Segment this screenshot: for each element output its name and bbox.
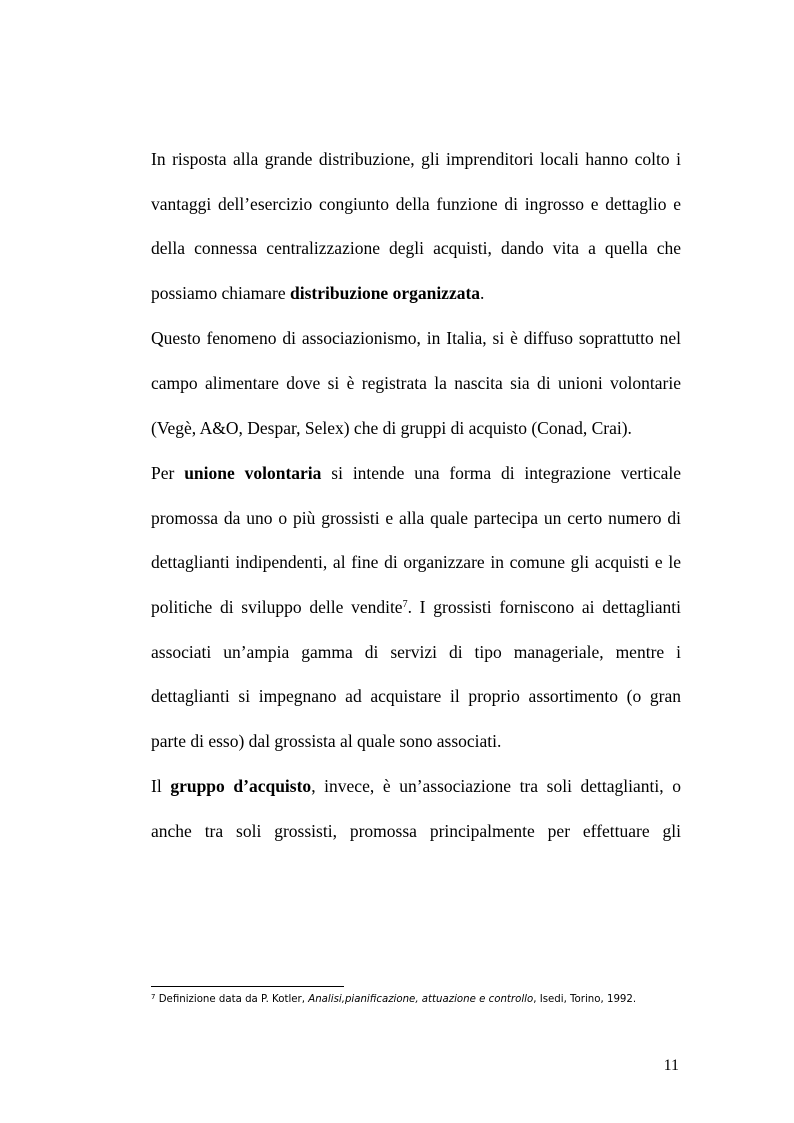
paragraph-unione-volontaria [151, 451, 681, 763]
paragraph-text: In risposta alla grande distribuzione, gli imprenditori locali hanno colto i vantaggi dell’esercizio congiunto della funzione di ingrosso e dettaglio e della connessa centralizzazione degli acquisti, dando vita a quella che possiamo chiamare [151, 149, 681, 303]
footnote-book-title: Analisi,pianificazione, attuazione e controllo [308, 994, 534, 1005]
footnote [151, 993, 711, 1007]
page-number: 11 [663, 1057, 679, 1074]
paragraph-text: , invece, è un’associazione tra soli dettaglianti, o anche tra soli grossisti, promossa principalmente per effettuare gli [151, 776, 681, 841]
paragraph-text: si intende una forma di integrazione verticale promossa da uno o più grossisti e alla quale partecipa un certo numero di dettaglianti indipendenti, al fine di organizzare in comune gli acquisti e le politiche di sviluppo delle vendite [151, 463, 682, 617]
paragraph-text: Questo fenomeno di associazionismo, in Italia, si è diffuso soprattutto nel campo alimentare dove si è registrata la nascita sia di unioni volontarie (Vegè, A&O, Despar, Selex) che di gruppi di acquisto (Conad, Crai). [151, 328, 681, 438]
paragraph-text: . I grossisti forniscono ai dettaglianti associati un’ampia gamma di servizi di tipo manageriale, mentre i dettaglianti si impegnano ad acquistare il proprio assortimento (o gran parte di esso) dal grossista al quale sono associati. [151, 596, 681, 751]
footnote-text: , Isedi, Torino, 1992. [533, 994, 637, 1005]
bold-term: distribuzione organizzata [289, 282, 481, 303]
footnote-number: 7 [151, 993, 156, 1001]
footnote-reference[interactable]: 7 [402, 598, 408, 610]
paragraph-text: Per [151, 463, 185, 484]
footnote-text: Definizione data da P. Kotler, [155, 994, 309, 1005]
paragraph-gruppo-acquisto [151, 764, 681, 853]
paragraph-distribuzione-organizzata [151, 137, 681, 315]
paragraph-associazionismo [151, 316, 681, 450]
bold-term: unione volontaria [184, 463, 322, 484]
footnote-separator [151, 986, 344, 987]
bold-term: gruppo d’acquisto [170, 776, 312, 797]
paragraph-text: . [480, 282, 485, 303]
paragraph-text: Il [151, 776, 171, 797]
body-text [151, 137, 681, 854]
